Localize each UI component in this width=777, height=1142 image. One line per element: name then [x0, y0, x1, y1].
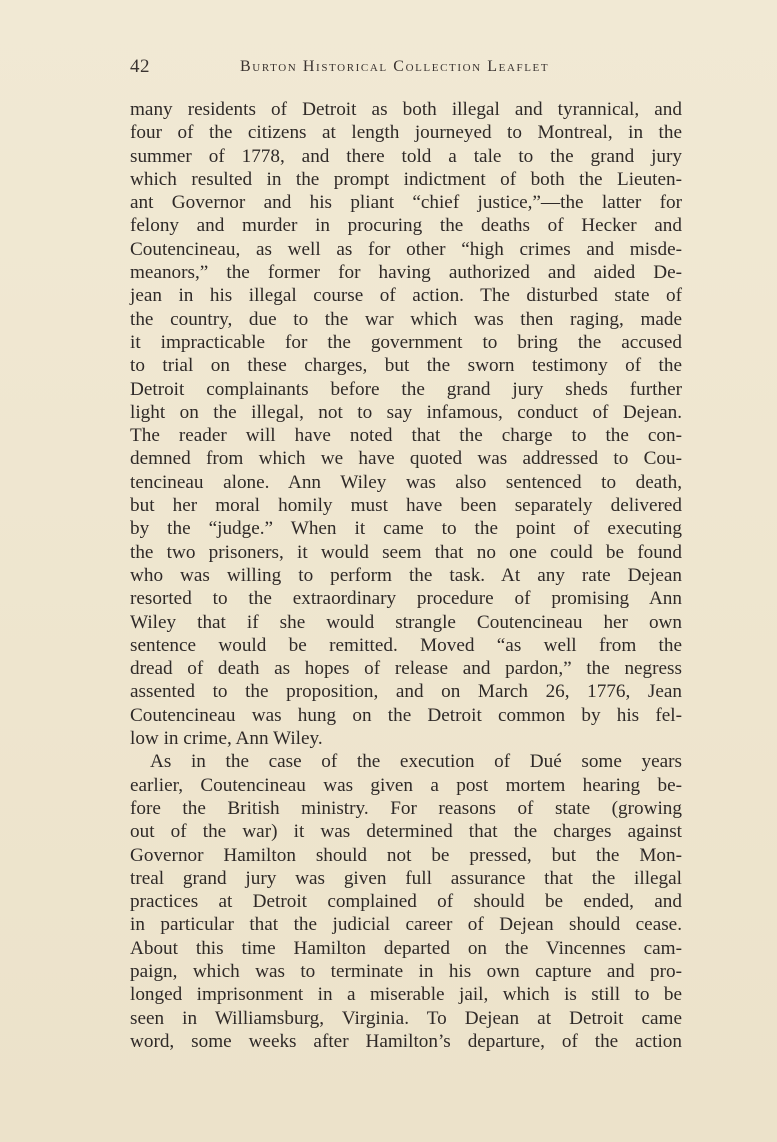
text-line: by the “judge.” When it came to the point of executing: [130, 518, 682, 540]
text-line: Coutencineau, as well as for other “high crimes and misde-: [130, 238, 682, 260]
text-line: About this time Hamilton departed on the Vincennes cam-: [130, 937, 682, 959]
text-line: resorted to the extraordinary procedure of promising Ann: [130, 588, 682, 610]
page-header: [130, 56, 680, 80]
text-line: treal grand jury was given full assurance that the illegal: [130, 867, 682, 889]
text-line: low in crime, Ann Wiley.: [130, 728, 323, 750]
text-line: word, some weeks after Hamilton’s departure, of the action: [130, 1030, 682, 1052]
text-line: The reader will have noted that the charge to the con-: [130, 425, 682, 447]
text-line: four of the citizens at length journeyed to Montreal, in the: [130, 122, 682, 144]
text-line: dread of death as hopes of release and pardon,” the negress: [130, 658, 682, 680]
text-line: in particular that the judicial career of Dejean should cease.: [130, 914, 682, 936]
text-line: the country, due to the war which was then raging, made: [130, 308, 682, 330]
text-line: out of the war) it was determined that the charges against: [130, 821, 682, 843]
text-line: practices at Detroit complained of should be ended, and: [130, 891, 682, 913]
text-line: jean in his illegal course of action. The disturbed state of: [130, 285, 682, 307]
text-line: Coutencineau was hung on the Detroit common by his fel-: [130, 704, 682, 726]
text-line: summer of 1778, and there told a tale to the grand jury: [130, 145, 682, 167]
text-line: tencineau alone. Ann Wiley was also sentenced to death,: [130, 471, 682, 493]
text-line: As in the case of the execution of Dué some years: [150, 751, 682, 773]
text-line: demned from which we have quoted was addressed to Cou-: [130, 448, 682, 470]
text-line: Wiley that if she would strangle Coutencineau her own: [130, 611, 682, 633]
running-title: Burton Historical Collection Leaflet: [240, 58, 550, 75]
text-line: meanors,” the former for having authorized and aided De-: [130, 262, 682, 284]
page-number: 42: [130, 56, 150, 77]
text-line: sentence would be remitted. Moved “as well from the: [130, 634, 682, 656]
text-line: it impracticable for the government to bring the accused: [130, 331, 682, 353]
text-line: seen in Williamsburg, Virginia. To Dejean at Detroit came: [130, 1007, 682, 1029]
text-line: felony and murder in procuring the deaths of Hecker and: [130, 215, 682, 237]
text-line: assented to the proposition, and on March 26, 1776, Jean: [130, 681, 682, 703]
text-line: fore the British ministry. For reasons of state (growing: [130, 797, 682, 819]
text-line: ant Governor and his pliant “chief justice,”—the latter for: [130, 192, 682, 214]
text-line: Governor Hamilton should not be pressed, but the Mon-: [130, 844, 682, 866]
text-line: earlier, Coutencineau was given a post mortem hearing be-: [130, 774, 682, 796]
text-line: the two prisoners, it would seem that no one could be found: [130, 541, 682, 563]
body-text: [130, 98, 682, 1053]
text-line: but her moral homily must have been separately delivered: [130, 495, 682, 517]
text-line: paign, which was to terminate in his own capture and pro-: [130, 960, 682, 982]
text-line: longed imprisonment in a miserable jail, which is still to be: [130, 984, 682, 1006]
text-line: which resulted in the prompt indictment of both the Lieuten-: [130, 168, 682, 190]
text-line: many residents of Detroit as both illegal and tyrannical, and: [130, 99, 682, 120]
text-line: to trial on these charges, but the sworn testimony of the: [130, 355, 682, 377]
text-line: light on the illegal, not to say infamous, conduct of Dejean.: [130, 401, 682, 423]
text-line: Detroit complainants before the grand jury sheds further: [130, 378, 682, 400]
text-line: who was willing to perform the task. At any rate Dejean: [130, 564, 682, 586]
